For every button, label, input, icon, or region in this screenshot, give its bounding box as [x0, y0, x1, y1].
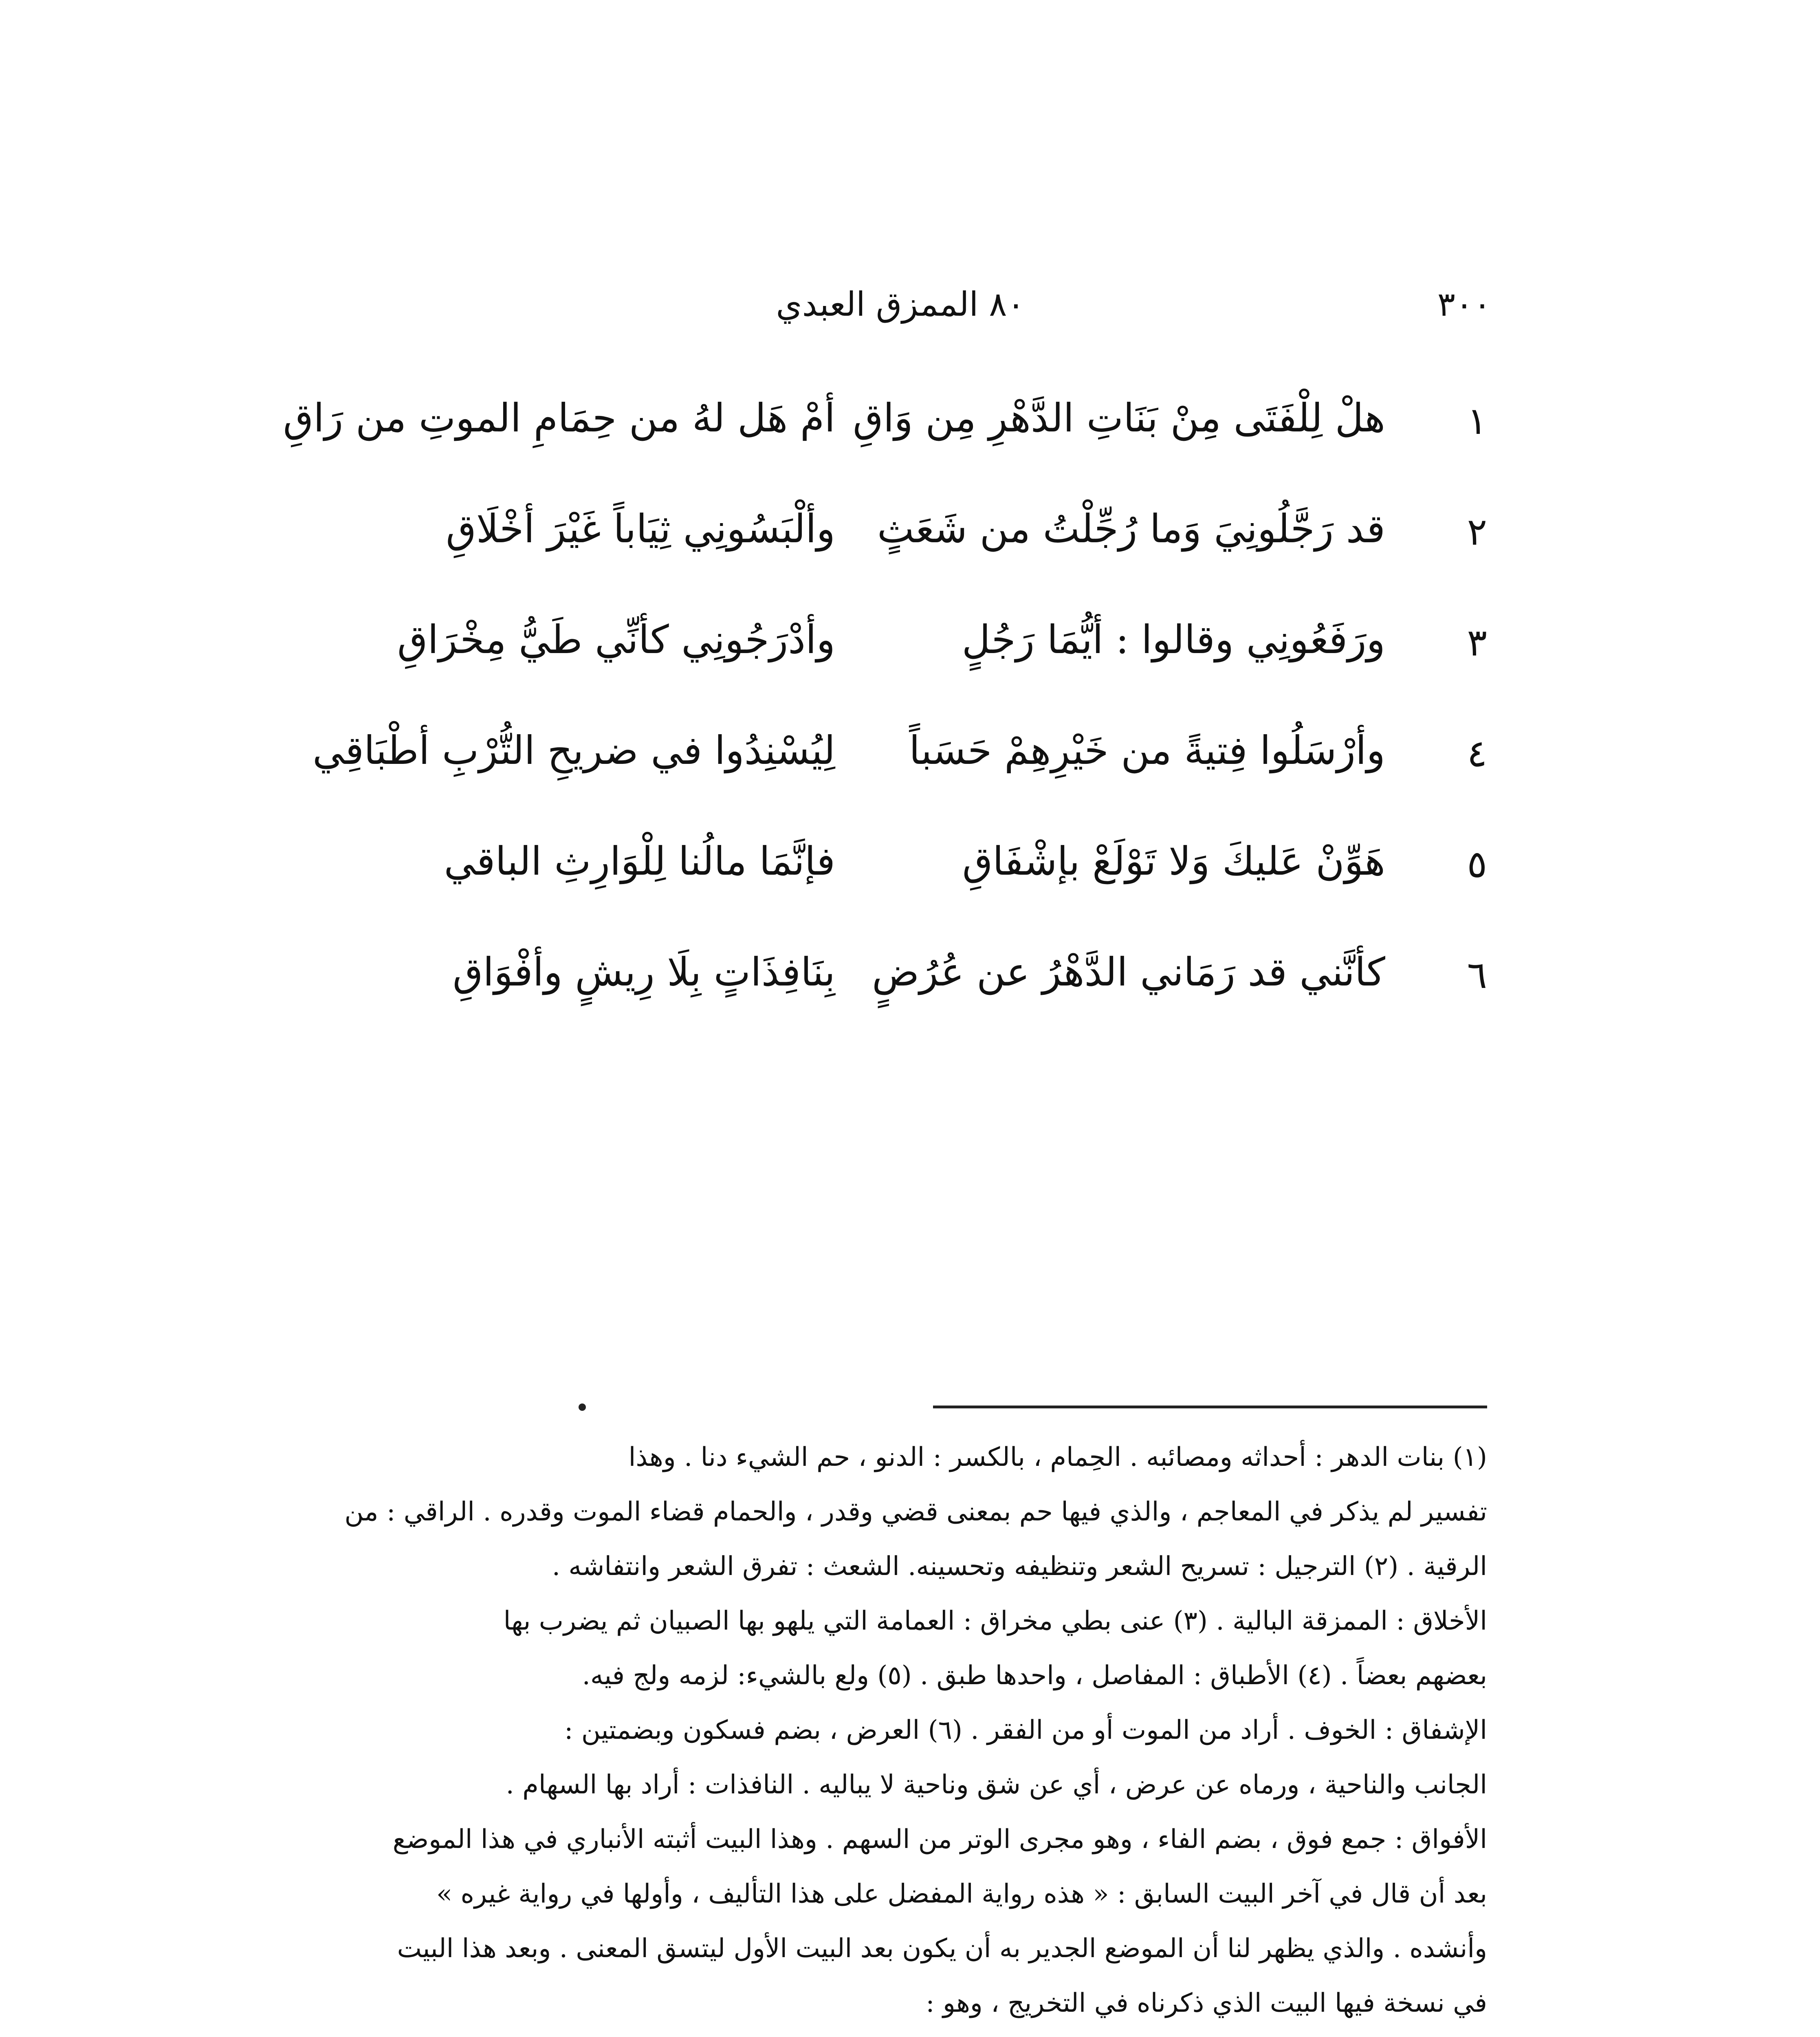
verse-row [322, 834, 1487, 945]
footnote-line: (١) بنات الدهر : أحداثه ومصائبه . الحِمام ، بالكسر : الدنو ، حم الشيء دنا . وهذا [628, 1442, 1487, 1472]
poem [283, 391, 1487, 1056]
page-number: ٣٠٠ [1437, 285, 1491, 324]
verse-second-hemistich: أمْ هَل لهُ من حِمَامِ الموتِ من رَاقِ [283, 395, 835, 441]
footnote-line: الأفواق : جمع فوق ، بضم الفاء ، وهو مجرى الوتر من السهم . وهذا البيت أثبته الأنباري في هذا الموضع [392, 1824, 1487, 1854]
footnote-line: الجانب والناحية ، ورماه عن عرض ، أي عن شق وناحية لا يباليه . النافذات : أراد بها السهام . [506, 1770, 1487, 1800]
verse-row [322, 613, 1487, 724]
footnote-line: بعضهم بعضاً . (٤) الأطباق : المفاصل ، واحدها طبق . (٥) ولع بالشيء: لزمه ولج فيه. [582, 1661, 1487, 1691]
verse-number: ٥ [1467, 843, 1487, 886]
verse-row [322, 945, 1487, 1056]
footnote-line: الرقية . (٢) الترجيل : تسريح الشعر وتنظيفه وتحسينه. الشعث : تفرق الشعر وانتفاشه . [552, 1551, 1487, 1582]
verse-number: ١ [1467, 399, 1487, 443]
verse-row [322, 502, 1487, 613]
footnote-divider [933, 1406, 1487, 1408]
running-title: ٨٠ الممزق العبدي [776, 285, 1025, 324]
footnote-line: في نسخة فيها البيت الذي ذكرناه في التخريج ، وهو : [926, 1988, 1487, 2018]
verse-first-hemistich: كأنَّني قد رَمَاني الدَّهْرُ عن عُرُضٍ [872, 949, 1385, 995]
verse-first-hemistich: هلْ لِلْفَتَى مِنْ بَنَاتِ الدَّهْرِ مِن وَاقِ [853, 395, 1385, 441]
verse-number: ٣ [1467, 621, 1487, 664]
footnote-line: الأخلاق : الممزقة البالية . (٣) عنى بطي مخراق : العمامة التي يلهو بها الصبيان ثم يضرب بها [503, 1606, 1487, 1636]
verse-second-hemistich: لِيُسْنِدُوا في ضريحِ التُّرْبِ أطْبَاقِي [313, 728, 835, 773]
verse-number: ٦ [1467, 953, 1487, 997]
footnote-line: تفسير لم يذكر في المعاجم ، والذي فيها حم بمعنى قضي وقدر ، والحمام قضاء الموت وقدره . الراقي : من [344, 1497, 1487, 1527]
divider-dot [579, 1403, 586, 1411]
verse-row [283, 391, 1487, 502]
footnotes [310, 1430, 1487, 2030]
verse-first-hemistich: هَوِّنْ عَليكَ وَلا تَوْلَعْ بإشْفَاقِ [962, 838, 1385, 884]
verse-first-hemistich: قد رَجَّلُونِيَ وَما رُجِّلْتُ من شَعَثٍ [877, 506, 1385, 552]
verse-second-hemistich: وأدْرَجُونِي كأنِّي طَيُّ مِخْرَاقِ [397, 617, 835, 662]
verse-number: ٢ [1467, 510, 1487, 554]
verse-second-hemistich: وألْبَسُونِي ثِيَاباً غَيْرَ أخْلَاقِ [446, 506, 835, 552]
footnote-line: وأنشده . والذي يظهر لنا أن الموضع الجدير به أن يكون بعد البيت الأول ليتسق المعنى . وبعد هذا البيت [397, 1934, 1487, 1964]
verse-first-hemistich: وأرْسَلُوا فِتيةً من خَيْرِهِمْ حَسَباً [909, 728, 1385, 773]
footnote-line: الإشفاق : الخوف . أراد من الموت أو من الفقر . (٦) العرض ، بضم فسكون وبضمتين : [564, 1715, 1487, 1745]
footnote-line: بعد أن قال في آخر البيت السابق : « هذه رواية المفضل على هذا التأليف ، وأولها في رواية غيره » [436, 1879, 1487, 1909]
verse-second-hemistich: فإنَّمَا مالُنا لِلْوَارِثِ الباقي [444, 838, 835, 884]
verse-row [313, 724, 1487, 834]
page-header [310, 285, 1491, 330]
verse-first-hemistich: ورَفَعُونِي وقالوا : أيُّمَا رَجُلٍ [962, 617, 1385, 662]
verse-number: ٤ [1467, 732, 1487, 775]
verse-second-hemistich: بِنَافِذَاتٍ بِلَا رِيشٍ وأفْوَاقِ [453, 949, 835, 995]
